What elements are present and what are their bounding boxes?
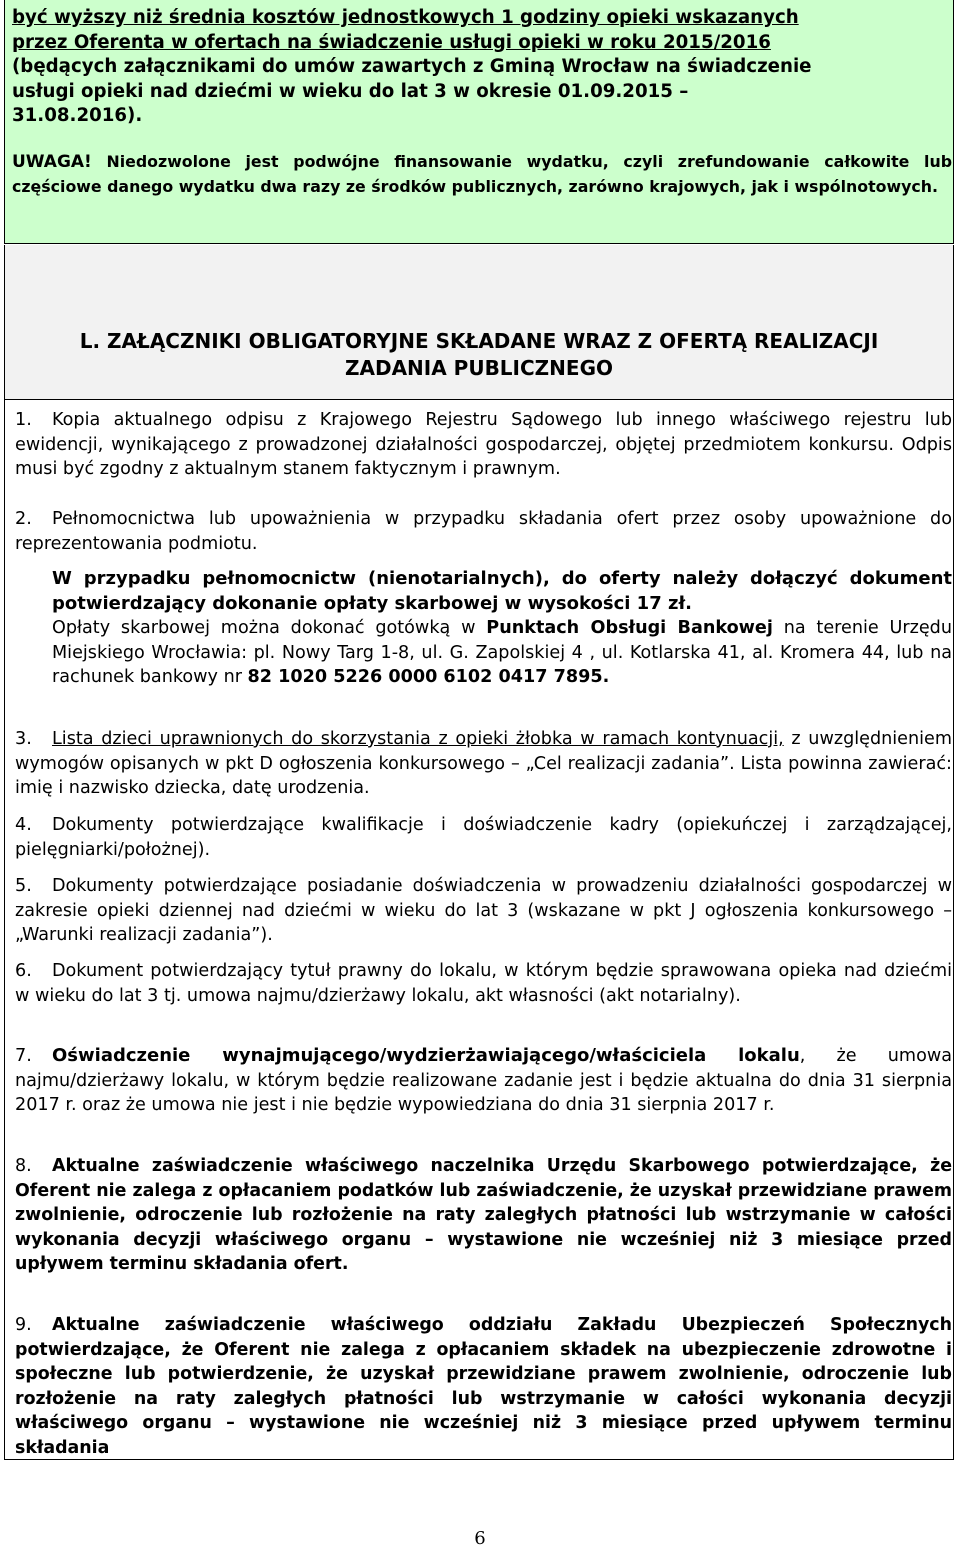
list-item: 9. Aktualne zaświadczenie właściwego oddziału Zakładu Ubezpieczeń Społecznych potwierdzające, że Oferent nie zalega z opłacaniem składek na ubezpieczenie zdrowotne i społeczne lub potwierdzenie, że uzyskał przewidziane prawem zwolnienie, odroczenie lub rozłożenie na raty zaległych płatności lub wstrzymanie w całości wykonania decyzji właściwego organu – wystawione nie wcześniej niż 3 miesiące przed upływem terminu składania bbox=[15, 1315, 952, 1458]
cost-line: (będących załącznikami do umów zawartych z Gminą Wrocław na świadczenie bbox=[12, 56, 812, 78]
list-item: 5. Dokumenty potwierdzające posiadanie doświadczenia w prowadzeniu działalności gospodarczej w zakresie opieki dziennej nad dziećmi w wieku do lat 3 (wskazane w pkt J ogłoszenia konkursowego – „Warunki realizacji zadania”). bbox=[15, 876, 952, 945]
cost-line: być wyższy niż średnia kosztów jednostkowych 1 godziny opieki wskazanych bbox=[12, 7, 799, 28]
warning-text: Niedozwolone jest podwójne finansowanie wydatku, czyli zrefundowanie całkowite lub częściowe danego wydatku dwa razy ze środków publicznych, zarówno krajowych, jak i wspólnotowych. bbox=[12, 152, 953, 196]
cost-line: przez Oferenta w ofertach na świadczenie usługi opieki w roku 2015/2016 bbox=[12, 31, 771, 53]
list-item: 6. Dokument potwierdzający tytuł prawny do lokalu, w którym będzie sprawowana opieka nad dziećmi w wieku do lat 3 tj. umowa najmu/dzierżawy lokalu, akt własności (akt notarialny). bbox=[15, 961, 952, 1006]
warning-paragraph bbox=[12, 150, 952, 198]
list-item: 1. Kopia aktualnego odpisu z Krajowego Rejestru Sądowego lub innego właściwego rejestru lub ewidencji, wynikającego z prowadzonej działalności gospodarczej, objętej przedmiotem konkursu. Odpis musi być zgodny z aktualnym stanem faktycznym i prawnym. bbox=[15, 410, 952, 479]
warning-label: UWAGA! bbox=[12, 152, 92, 172]
power-of-attorney-note: W przypadku pełnomocnictw (nienotarialnych), do oferty należy dołączyć dokument potwierdzający dokonanie opłaty skarbowej w wysokości 17 zł. Opłaty skarbowej można dokonać gotówką w Punktach Obsługi Bankowej na terenie Urzędu Miejskiego Wrocławia: pl. Nowy Targ 1-8, ul. G. Zapolskiej 4 , ul. Kotlarska 41, al. Kromera 44, lub na rachunek bankowy nr 82 1020 5226 0000 6102 0417 7895. bbox=[52, 568, 952, 687]
cost-line: usługi opieki nad dziećmi w wieku do lat 3 w okresie 01.09.2015 – bbox=[12, 80, 689, 102]
section-title: L. ZAŁĄCZNIKI OBLIGATORYJNE SKŁADANE WRAZ Z OFERTĄ REALIZACJI ZADANIA PUBLICZNEGO bbox=[79, 329, 879, 380]
list-item: 3. Lista dzieci uprawnionych do skorzystania z opieki żłobka w ramach kontynuacji, z uwzględnieniem wymogów opisanych w pkt D ogłoszenia konkursowego – „Cel realizacji zadania”. Lista powinna zawierać: imię i nazwisko dziecka, datę urodzenia. bbox=[15, 729, 952, 798]
highlight-box bbox=[4, 0, 954, 244]
list-item: 8. Aktualne zaświadczenie właściwego naczelnika Urzędu Skarbowego potwierdzające, że Oferent nie zalega z opłacaniem podatków lub zaświadczenie, że uzyskał przewidziane prawem zwolnienie, odroczenie lub rozłożenie na raty zaległych płatności lub wstrzymanie w całości wykonania decyzji właściwego organu – wystawione nie wcześniej niż 3 miesiące przed upływem terminu składania ofert. bbox=[15, 1156, 952, 1274]
list-item: 4. Dokumenty potwierdzające kwalifikacje i doświadczenie kadry (opiekuńczej i zarządzającej, pielęgniarki/położnej). bbox=[15, 815, 952, 860]
page-number: 6 bbox=[474, 1528, 486, 1549]
cost-limit-paragraph bbox=[12, 6, 952, 129]
list-item: 7. Oświadczenie wynajmującego/wydzierżawiającego/właściciela lokalu, że umowa najmu/dzierżawy lokalu, w którym będzie realizowane zadanie jest i będzie aktualna do dnia 31 sierpnia 2017 r. oraz że umowa nie jest i nie będzie wypowiedziana do dnia 31 sierpnia 2017 r. bbox=[15, 1045, 952, 1115]
list-item: 2. Pełnomocnictwa lub upoważnienia w przypadku składania ofert przez osoby upoważnione do reprezentowania podmiotu. bbox=[15, 509, 952, 554]
attachments-list bbox=[4, 400, 954, 1460]
cost-line: 31.08.2016). bbox=[12, 105, 143, 127]
